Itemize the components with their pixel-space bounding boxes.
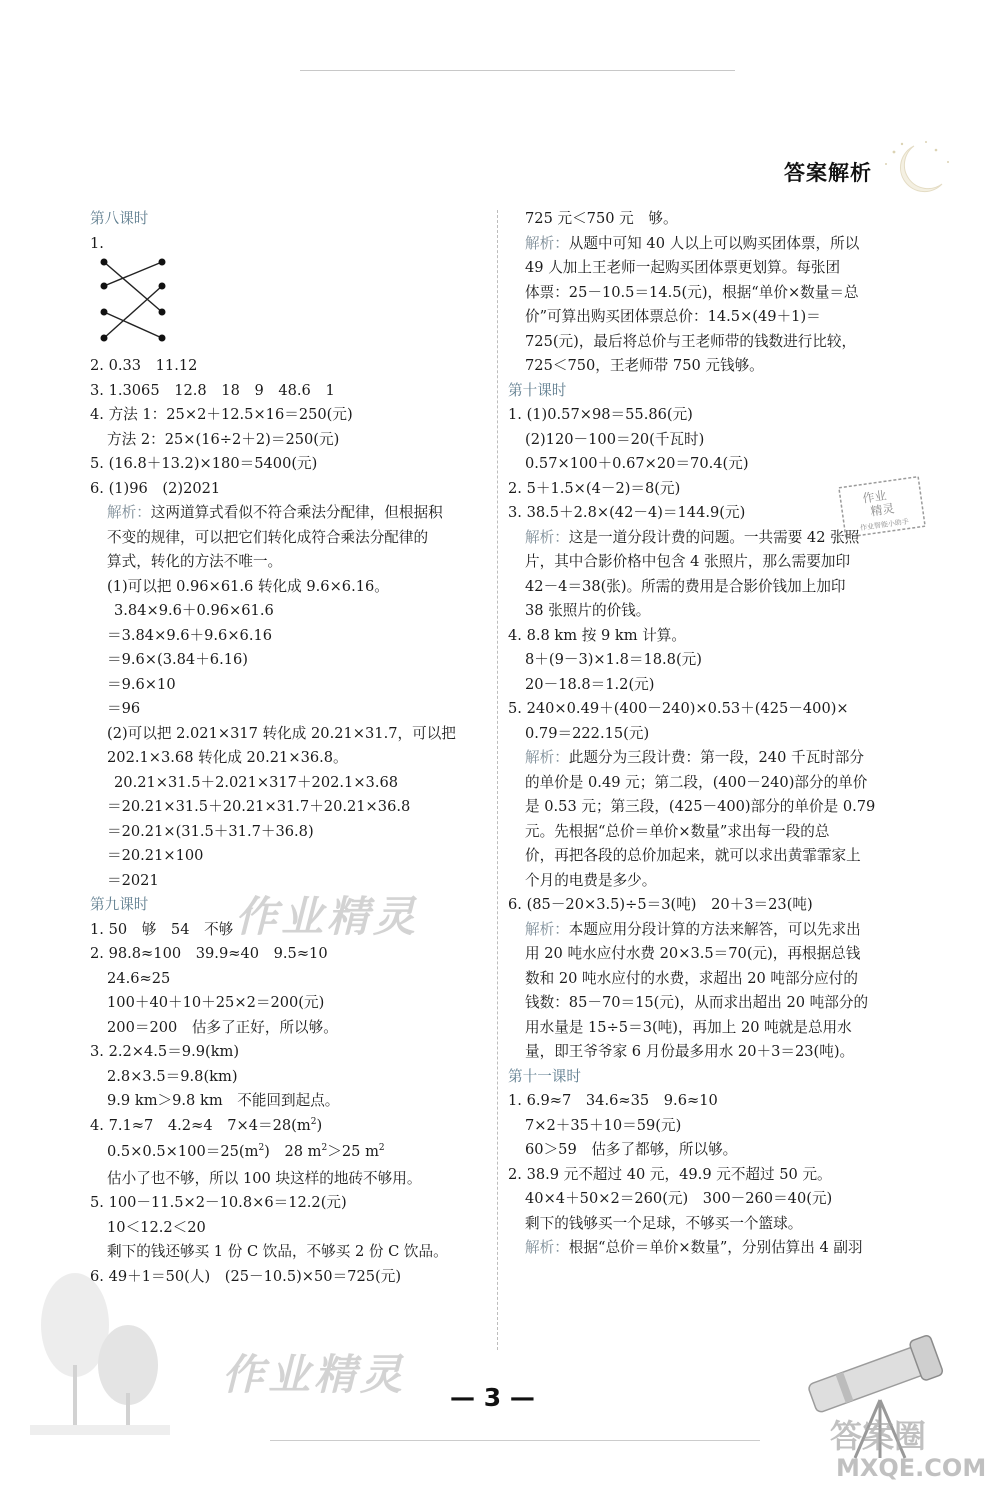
line-text: 3.84×9.6＋0.96×61.6 bbox=[114, 602, 274, 619]
tree-decoration-icon bbox=[30, 1265, 170, 1435]
answer-line bbox=[90, 648, 490, 673]
line-text: 725 元＜750 元 够。 bbox=[525, 210, 678, 227]
answer-line bbox=[508, 844, 908, 869]
line-text: 不变的规律，可以把它们转化成符合乘法分配律的 bbox=[107, 528, 429, 546]
line-text: 1. (1)0.57×98＝55.86(元) bbox=[508, 406, 693, 423]
line-text: 9.9 km＞9.8 km 不能回到起点。 bbox=[107, 1092, 340, 1109]
bottom-rule bbox=[270, 1440, 760, 1441]
line-text: 价”可算出购买团体票总价：14.5×(49＋1)＝ bbox=[525, 308, 821, 325]
line-text: 6. (85－20×3.5)÷5＝3(吨) 20＋3＝23(吨) bbox=[508, 896, 813, 913]
line-text: 42－4＝38(张)。所需的费用是合影价钱加上加印 bbox=[525, 577, 846, 595]
lesson-heading bbox=[508, 1065, 908, 1090]
line-text: 1. 6.9≈7 34.6≈35 9.6≈10 bbox=[508, 1092, 718, 1109]
line-text: 量，即王爷爷家 6 月份最多用水 20＋3＝23(吨)。 bbox=[525, 1043, 855, 1060]
line-text: ＝20.21×31.5＋20.21×31.7＋20.21×36.8 bbox=[107, 798, 411, 815]
line-text: 6. (1)96 (2)2021 bbox=[90, 479, 221, 497]
line-text: 从题中可知 40 人以上可以购买团体票，所以 bbox=[568, 234, 860, 252]
analysis-tag: 解析： bbox=[525, 1239, 569, 1256]
answer-line bbox=[508, 256, 908, 281]
answer-line bbox=[90, 1016, 490, 1041]
answer-line bbox=[90, 1040, 490, 1065]
line-text: 10＜12.2＜20 bbox=[107, 1218, 206, 1236]
line-text: ＝9.6×(3.84＋6.16) bbox=[107, 651, 248, 668]
left-column bbox=[90, 207, 490, 1289]
line-text: 5. (16.8＋13.2)×180＝5400(元) bbox=[90, 455, 318, 472]
answer-line bbox=[508, 1212, 908, 1237]
answer-line bbox=[90, 354, 490, 379]
analysis-tag: 解析： bbox=[525, 749, 569, 766]
answer-line bbox=[90, 771, 490, 796]
answer-line bbox=[508, 281, 908, 306]
answer-line bbox=[90, 1167, 490, 1192]
answer-line bbox=[508, 354, 908, 379]
answer-line bbox=[508, 1138, 908, 1163]
answer-line bbox=[508, 1016, 908, 1041]
answer-line bbox=[508, 918, 908, 943]
answer-line bbox=[508, 599, 908, 624]
answer-line bbox=[90, 550, 490, 575]
answer-line bbox=[90, 795, 490, 820]
line-text: 200＝200 估多了正好，所以够。 bbox=[107, 1018, 338, 1036]
line-text: 估小了也不够，所以 100 块这样的地砖不够用。 bbox=[107, 1169, 422, 1187]
answer-line bbox=[508, 305, 908, 330]
matching-diagram-icon bbox=[90, 256, 180, 351]
answer-line bbox=[90, 477, 490, 502]
line-text: ＝20.21×100 bbox=[107, 847, 204, 864]
answer-line bbox=[508, 624, 908, 649]
line-text: 5. 240×0.49＋(400－240)×0.53＋(425－400)× bbox=[508, 700, 849, 717]
line-text: 2.8×3.5＝9.8(km) bbox=[107, 1067, 238, 1085]
line-text: 个月的电费是多少。 bbox=[525, 871, 657, 889]
moon-decoration-icon bbox=[876, 138, 956, 198]
answer-line bbox=[90, 599, 490, 624]
line-text: 第九课时 bbox=[90, 896, 149, 913]
answer-line bbox=[90, 452, 490, 477]
answer-line bbox=[90, 942, 490, 967]
line-text: 4. 8.8 km 按 9 km 计算。 bbox=[508, 626, 686, 644]
line-text: 2. 0.33 11.12 bbox=[90, 357, 198, 374]
answer-line bbox=[508, 550, 908, 575]
line-text: 0.57×100＋0.67×20＝70.4(元) bbox=[525, 455, 749, 472]
lesson-heading bbox=[508, 379, 908, 404]
line-text: 剩下的钱够买一个足球，不够买一个篮球。 bbox=[525, 1214, 803, 1232]
line-text: 3. 2.2×4.5＝9.9(km) bbox=[90, 1043, 240, 1060]
answer-line bbox=[90, 697, 490, 722]
answer-line bbox=[90, 673, 490, 698]
answer-line bbox=[508, 820, 908, 845]
answer-line bbox=[90, 844, 490, 869]
corner-watermark bbox=[830, 1418, 986, 1482]
corner-watermark-top: 答案圈 bbox=[830, 1417, 927, 1455]
answer-line bbox=[508, 403, 908, 428]
answer-line bbox=[508, 575, 908, 600]
answer-line bbox=[508, 1163, 908, 1188]
answer-line bbox=[508, 869, 908, 894]
answer-line bbox=[508, 1187, 908, 1212]
line-text: ＝96 bbox=[107, 700, 141, 717]
answer-line bbox=[508, 991, 908, 1016]
line-text: 1. 50 够 54 不够 bbox=[90, 920, 234, 938]
line-text: 49 人加上王老师一起购买团体票更划算。每张团 bbox=[525, 259, 841, 276]
line-text: 7×2＋35＋10＝59(元) bbox=[525, 1116, 682, 1134]
line-text: 0.79＝222.15(元) bbox=[525, 724, 650, 742]
line-text: 60＞59 估多了都够，所以够。 bbox=[525, 1141, 738, 1158]
svg-text:作业: 作业 bbox=[861, 488, 888, 506]
line-text: 24.6≈25 bbox=[107, 969, 171, 987]
answer-line bbox=[508, 1040, 908, 1065]
watermark-bottom: 作业精灵 bbox=[222, 1350, 407, 1399]
answer-line bbox=[90, 722, 490, 747]
analysis-tag: 解析： bbox=[107, 504, 151, 521]
line-text: 725(元)，最后将总价与王老师带的钱数进行比较， bbox=[525, 332, 857, 350]
line-text: 这两道算式看似不符合乘法分配律，但根据积 bbox=[150, 504, 443, 521]
answer-line bbox=[508, 648, 908, 673]
line-text: 这是一道分段计费的问题。一共需要 42 张照 bbox=[568, 528, 860, 546]
line-text: 第八课时 bbox=[90, 210, 149, 227]
column-divider bbox=[497, 210, 498, 1350]
answer-line bbox=[90, 1114, 490, 1141]
answer-line bbox=[508, 697, 908, 722]
answer-line bbox=[508, 207, 908, 232]
answer-line bbox=[508, 1089, 908, 1114]
line-text: 5. 100－11.5×2－10.8×6＝12.2(元) bbox=[90, 1194, 347, 1211]
answer-line bbox=[90, 991, 490, 1016]
line-text: 的单价是 0.49 元；第二段，(400－240)部分的单价 bbox=[525, 773, 868, 791]
line-text: 体票：25－10.5＝14.5(元)，根据“单价×数量＝总 bbox=[525, 283, 859, 301]
line-text: 本题应用分段计算的方法来解答，可以先求出 bbox=[568, 920, 861, 938]
line-text: 20－18.8＝1.2(元) bbox=[525, 675, 655, 693]
answer-line bbox=[508, 1114, 908, 1139]
answer-line bbox=[90, 575, 490, 600]
line-text: 用 20 吨水应付水费 20×3.5＝70(元)，再根据总钱 bbox=[525, 945, 861, 962]
line-text: 方法 2：25×(16÷2＋2)＝250(元) bbox=[107, 430, 340, 448]
right-column bbox=[508, 207, 908, 1261]
answer-line bbox=[508, 795, 908, 820]
answer-line bbox=[90, 1191, 490, 1216]
line-text: 元。先根据“总价＝单价×数量”求出每一段的总 bbox=[525, 822, 830, 840]
line-text: 6. 49＋1＝50(人) (25－10.5)×50＝725(元) bbox=[90, 1267, 402, 1285]
analysis-tag: 解析： bbox=[525, 528, 569, 546]
line-text: ＝20.21×(31.5＋31.7＋36.8) bbox=[107, 822, 314, 840]
line-text: 第十课时 bbox=[508, 381, 567, 399]
line-text: 8＋(9－3)×1.8＝18.8(元) bbox=[525, 651, 702, 668]
line-text: 根据“总价＝单价×数量”，分别估算出 4 副羽 bbox=[568, 1239, 863, 1256]
answer-line bbox=[90, 624, 490, 649]
line-text: 3. 38.5＋2.8×(42－4)＝144.9(元) bbox=[508, 504, 746, 521]
answer-line bbox=[90, 526, 490, 551]
line-text: 2. 38.9 元不超过 40 元，49.9 元不超过 50 元。 bbox=[508, 1165, 832, 1183]
answer-line bbox=[508, 967, 908, 992]
answer-line bbox=[90, 746, 490, 771]
analysis-tag: 解析： bbox=[525, 234, 569, 252]
answer-line bbox=[90, 501, 490, 526]
line-text: (1)可以把 0.96×61.6 转化成 9.6×6.16。 bbox=[107, 577, 389, 595]
line-text: 钱数：85－70＝15(元)，从而求出超出 20 吨部分的 bbox=[525, 994, 869, 1011]
answer-line bbox=[90, 1089, 490, 1114]
line-text: 2. 98.8≈100 39.9≈40 9.5≈10 bbox=[90, 945, 328, 962]
corner-watermark-bottom: MXQE.COM bbox=[836, 1454, 987, 1482]
answer-line bbox=[508, 746, 908, 771]
line-text: (2)可以把 2.021×317 转化成 20.21×31.7，可以把 bbox=[107, 724, 456, 742]
answer-line bbox=[508, 1236, 908, 1261]
answer-line bbox=[90, 232, 490, 257]
line-text: 40×4＋50×2＝260(元) 300－260＝40(元) bbox=[525, 1190, 833, 1207]
answer-line bbox=[90, 820, 490, 845]
line-text: 2. 5＋1.5×(4－2)＝8(元) bbox=[508, 479, 681, 497]
answer-line bbox=[508, 942, 908, 967]
line-text: ＝9.6×10 bbox=[107, 675, 176, 693]
line-text: 剩下的钱还够买 1 份 C 饮品，不够买 2 份 C 饮品。 bbox=[107, 1243, 448, 1260]
answer-line bbox=[508, 330, 908, 355]
line-text: 算式，转化的方法不唯一。 bbox=[107, 553, 283, 570]
answer-line bbox=[508, 771, 908, 796]
line-text: 片，其中合影价格中包含 4 张照片，那么需要加印 bbox=[525, 553, 851, 570]
answer-line bbox=[508, 673, 908, 698]
stamp-logo-icon bbox=[836, 476, 928, 538]
line-text: 此题分为三段计费：第一段，240 千瓦时部分 bbox=[568, 749, 864, 766]
line-text: 20.21×31.5＋2.021×317＋202.1×3.68 bbox=[114, 773, 399, 791]
answer-line bbox=[90, 1240, 490, 1265]
answer-line bbox=[90, 379, 490, 404]
line-text: 202.1×3.68 转化成 20.21×36.8。 bbox=[107, 749, 348, 766]
answer-line bbox=[90, 403, 490, 428]
line-text: 4. 方法 1：25×2＋12.5×16＝250(元) bbox=[90, 406, 353, 423]
lesson-heading bbox=[90, 207, 490, 232]
answer-line bbox=[90, 967, 490, 992]
line-text: 第十一课时 bbox=[508, 1067, 581, 1085]
line-text: $0.5\times 0.5\times 100=25(m^2)$ 28 $m^2>25$ $m^2$ bbox=[107, 1143, 385, 1160]
line-text: 3. 1.3065 12.8 18 9 48.6 1 bbox=[90, 381, 335, 399]
line-text: ＝2021 bbox=[107, 871, 159, 889]
line-text: 725＜750，王老师带 750 元钱够。 bbox=[525, 357, 764, 374]
line-text: 100＋40＋10＋25×2＝200(元) bbox=[107, 994, 325, 1011]
svg-text:精灵: 精灵 bbox=[869, 501, 896, 519]
line-text: ＝3.84×9.6＋9.6×6.16 bbox=[107, 626, 273, 644]
answer-line bbox=[508, 452, 908, 477]
line-text: 是 0.53 元；第三段，(425－400)部分的单价是 0.79 bbox=[525, 798, 876, 815]
answer-line bbox=[90, 1065, 490, 1090]
analysis-tag: 解析： bbox=[525, 920, 569, 938]
line-text: 38 张照片的价钱。 bbox=[525, 602, 651, 619]
answer-line bbox=[90, 1216, 490, 1241]
line-text: (2)120－100＝20(千瓦时) bbox=[525, 430, 705, 448]
line-text: 价，再把各段的总价加起来，就可以求出黄霏霏家上 bbox=[525, 847, 861, 864]
watermark-mid: 作业精灵 bbox=[235, 892, 420, 941]
line-text: 1. bbox=[90, 234, 104, 252]
answer-line bbox=[508, 893, 908, 918]
answer-line bbox=[90, 428, 490, 453]
line-text: 4. 7.1≈7 4.2≈4 $7\times 4=28(m^2)$ bbox=[90, 1116, 323, 1134]
section-title: 答案解析 bbox=[784, 161, 872, 185]
svg-text:作业智能小助手: 作业智能小助手 bbox=[859, 517, 910, 533]
answer-line bbox=[508, 232, 908, 257]
line-text: 数和 20 吨水应付的水费，求超出 20 吨部分应付的 bbox=[525, 969, 858, 987]
line-text: 用水量是 15÷5＝3(吨)，再加上 20 吨就是总用水 bbox=[525, 1018, 852, 1036]
answer-line bbox=[508, 428, 908, 453]
top-rule bbox=[300, 70, 735, 71]
answer-line bbox=[90, 1140, 490, 1167]
answer-line bbox=[508, 722, 908, 747]
page-number: — 3 — bbox=[450, 1383, 535, 1412]
